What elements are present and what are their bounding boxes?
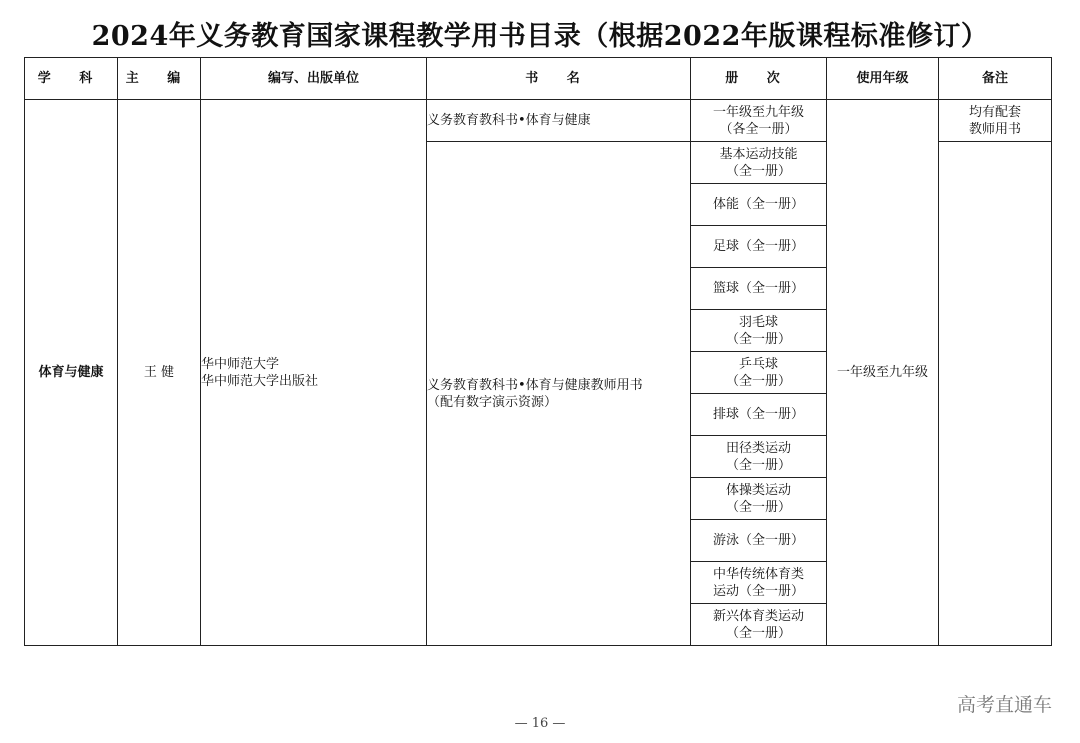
text-line: 运动（全一册） [712, 583, 804, 599]
text-line: 排球（全一册） [712, 407, 804, 422]
volume-cell [691, 226, 827, 268]
text-line: 义务教育教科书•体育与健康教师用书 [427, 377, 643, 393]
text-line: 体能（全一册） [712, 197, 804, 212]
text-line: （各全一册） [719, 121, 798, 137]
text-line: 教师用书 [968, 121, 1021, 137]
book-name-cell [427, 100, 691, 142]
header-volume: 册 次 [691, 58, 827, 100]
text-line: （全一册） [725, 373, 791, 389]
text-line: 义务教育教科书•体育与健康 [427, 113, 591, 128]
header-subject: 学 科 [25, 58, 118, 100]
volume-cell [691, 268, 827, 310]
header-book-name: 书 名 [427, 58, 691, 100]
volume-cell [691, 394, 827, 436]
publisher-cell [201, 100, 427, 646]
text-line: （全一册） [725, 163, 791, 179]
volume-cell [691, 604, 827, 646]
watermark: 高考直通车 [956, 694, 1052, 716]
text-line: （全一册） [725, 331, 791, 347]
header-grade: 使用年级 [827, 58, 939, 100]
editor-cell: 王 健 [118, 100, 201, 646]
volume-cell [691, 352, 827, 394]
subject-cell: 体育与健康 [25, 100, 118, 646]
text-line: 足球（全一册） [712, 239, 804, 254]
note-cell [939, 142, 1052, 646]
header-publisher: 编写、出版单位 [201, 58, 427, 100]
header-editor: 主 编 [118, 58, 201, 100]
text-line: （全一册） [725, 625, 791, 641]
text-line: 一年级至九年级 [712, 104, 804, 120]
text-line: （全一册） [725, 457, 791, 473]
volume-cell [691, 100, 827, 142]
text-line: 篮球（全一册） [712, 281, 804, 296]
text-line: 中华传统体育类 [712, 566, 804, 582]
header-row [25, 58, 1052, 100]
note-cell [939, 100, 1052, 142]
text-line: （全一册） [725, 499, 791, 515]
text-line: 基本运动技能 [719, 146, 798, 162]
text-line: 田径类运动 [725, 440, 791, 456]
text-line: 游泳（全一册） [712, 533, 804, 548]
text-line: （配有数字演示资源） [427, 394, 558, 410]
book-name-cell [427, 142, 691, 646]
catalog-table [24, 57, 1052, 646]
text-line: 均有配套 [968, 104, 1021, 120]
volume-cell [691, 562, 827, 604]
text-line: 羽毛球 [738, 314, 778, 330]
volume-cell [691, 310, 827, 352]
volume-cell [691, 478, 827, 520]
text-line: 华中师范大学 [201, 356, 280, 372]
catalog-body [25, 100, 1052, 646]
page-number: — 16 — [514, 716, 566, 731]
volume-cell [691, 142, 827, 184]
table-row [25, 100, 1052, 142]
text-line: 新兴体育类运动 [712, 608, 804, 624]
grade-cell: 一年级至九年级 [827, 100, 939, 646]
volume-cell [691, 436, 827, 478]
text-line: 体操类运动 [725, 482, 791, 498]
text-line: 乒乓球 [738, 356, 778, 372]
volume-cell [691, 184, 827, 226]
document-title: 2024年义务教育国家课程教学用书目录（根据2022年版课程标准修订） [91, 21, 989, 52]
volume-cell [691, 520, 827, 562]
text-line: 华中师范大学出版社 [201, 373, 319, 389]
header-note: 备注 [939, 58, 1052, 100]
